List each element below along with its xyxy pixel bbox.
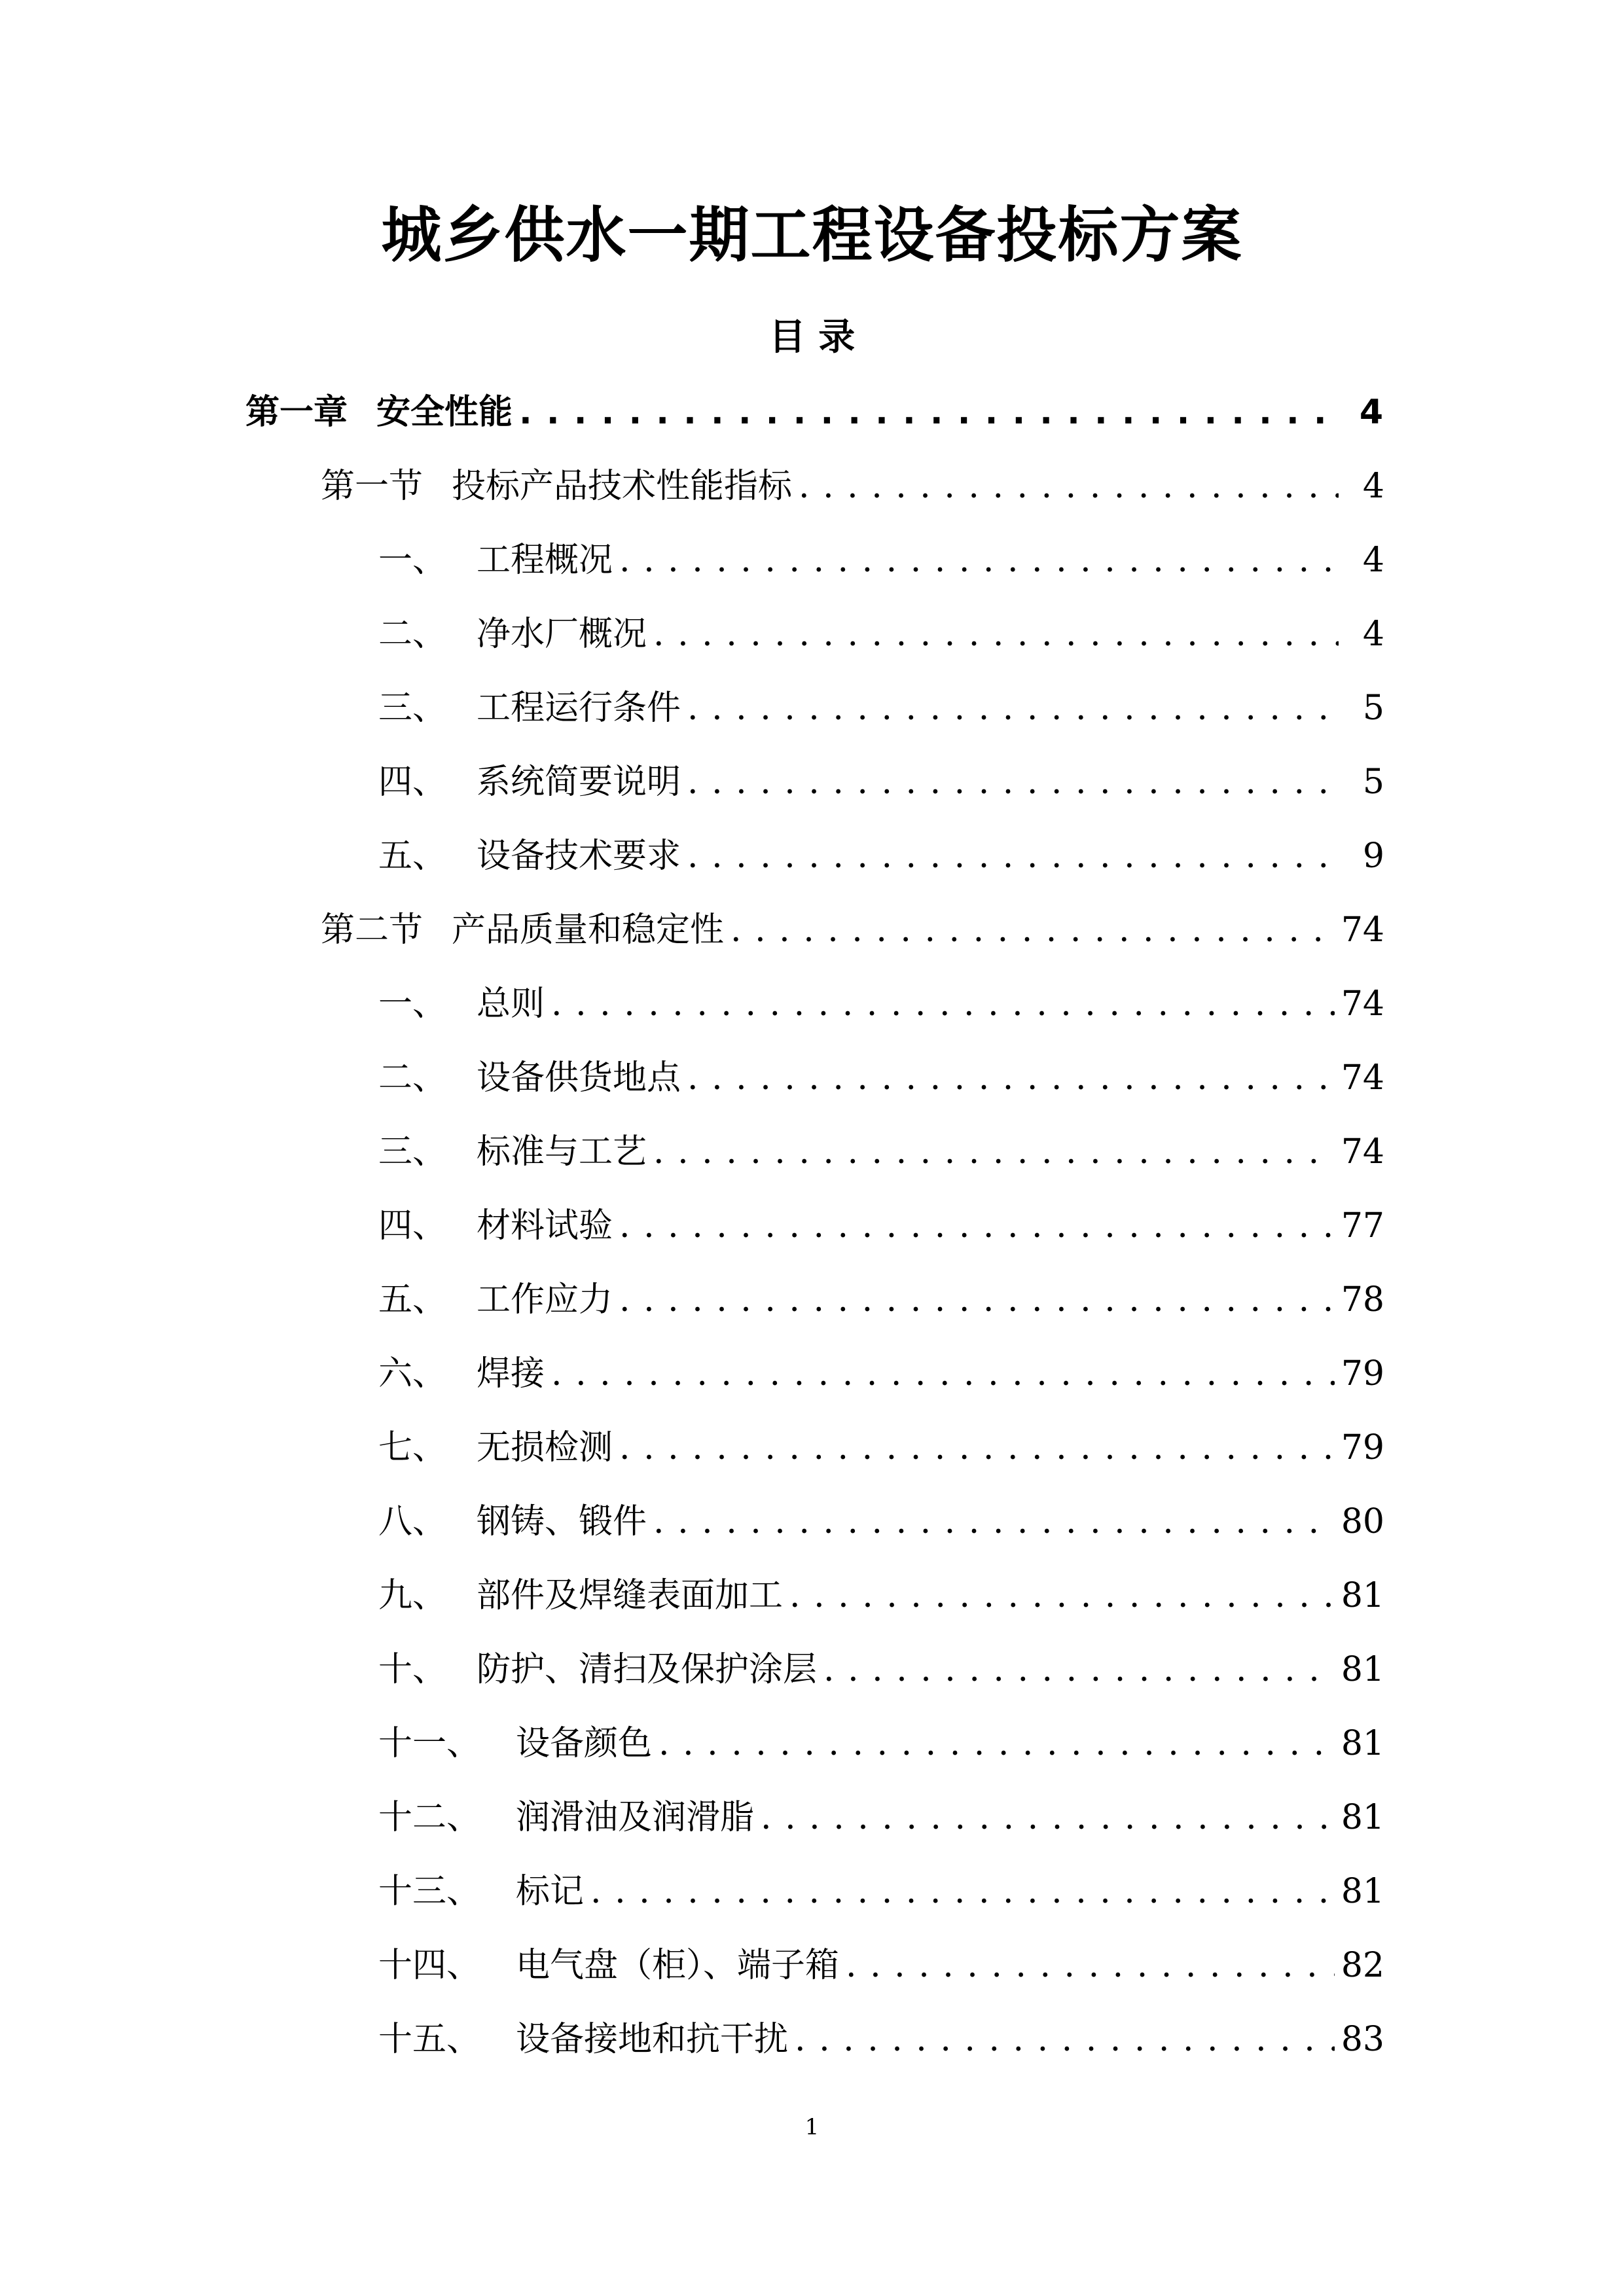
dot-leader <box>551 1348 1335 1400</box>
toc-entry-text: 设备供货地点 <box>477 1058 681 1098</box>
dot-leader <box>687 1052 1335 1104</box>
toc-entry-text: 标记 <box>516 1872 585 1911</box>
dot-leader <box>823 1643 1335 1696</box>
toc-entry-text: 总则 <box>477 984 545 1024</box>
toc-entry-number: 三、 <box>378 1132 447 1172</box>
toc-entry-text: 电气盘（柜）、端子箱 <box>516 1946 840 1985</box>
toc-entry-text: 系统简要说明 <box>477 762 681 802</box>
dot-leader <box>653 608 1339 660</box>
toc-entry-text: 工程概况 <box>477 541 613 580</box>
toc-entry-page: 77 <box>1341 1206 1384 1246</box>
toc-entry-number: 九、 <box>378 1576 447 1615</box>
toc-entry-text: 钢铸、锻件 <box>477 1502 647 1541</box>
toc-entry-page: 74 <box>1341 910 1384 950</box>
toc-entry-page: 4 <box>1362 541 1384 580</box>
toc-entry-text: 焊接 <box>477 1354 545 1393</box>
toc-entry-number: 八、 <box>378 1502 447 1541</box>
toc-entry-item[interactable] <box>378 1717 1384 1770</box>
dot-leader <box>653 1126 1335 1178</box>
toc-entry-text: 投标产品技术性能指标 <box>452 467 793 506</box>
toc-entry-item[interactable] <box>378 1865 1384 1918</box>
toc-entry-number: 十五、 <box>378 2020 481 2059</box>
toc-entry-number: 十一、 <box>378 1724 481 1763</box>
toc-entry-text: 净水厂概况 <box>477 615 647 654</box>
dot-leader <box>789 1570 1335 1622</box>
toc-entry-page: 81 <box>1341 1576 1384 1615</box>
toc-entry-page: 5 <box>1362 762 1384 802</box>
toc-entry-item[interactable] <box>378 2013 1384 2066</box>
dot-leader <box>687 756 1339 808</box>
toc-entry-number: 五、 <box>378 836 447 876</box>
toc-entry-item[interactable] <box>378 1274 1384 1326</box>
dot-leader <box>619 1422 1335 1474</box>
toc-entry-page: 79 <box>1341 1354 1384 1393</box>
dot-leader <box>659 1717 1335 1770</box>
toc-entry-item[interactable] <box>378 1348 1384 1400</box>
page-number: 1 <box>804 2114 820 2140</box>
document-title: 城乡供水一期工程设备投标方案 <box>381 200 1243 270</box>
toc-entry-number: 五、 <box>378 1280 447 1319</box>
dot-leader <box>619 534 1339 586</box>
toc-entry-section-2[interactable] <box>321 904 1384 956</box>
dot-leader <box>551 978 1335 1030</box>
toc-entry-item[interactable] <box>378 1200 1384 1252</box>
toc-entry-number: 四、 <box>378 1206 447 1246</box>
toc-entry-chapter-1[interactable] <box>245 386 1383 439</box>
dot-leader <box>846 1939 1335 1992</box>
toc-entry-number: 十四、 <box>378 1946 481 1985</box>
toc-entry-item[interactable] <box>378 830 1384 882</box>
dot-leader <box>519 386 1337 439</box>
toc-entry-page: 83 <box>1341 2020 1384 2059</box>
toc-entry-page: 82 <box>1341 1946 1384 1985</box>
toc-entry-number: 六、 <box>378 1354 447 1393</box>
toc-entry-item[interactable] <box>378 1422 1384 1474</box>
toc-entry-page: 80 <box>1341 1502 1384 1541</box>
toc-entry-number: 第一节 <box>321 467 424 506</box>
toc-entry-text: 润滑油及润滑脂 <box>516 1798 755 1837</box>
toc-entry-number: 一、 <box>378 984 447 1024</box>
toc-entry-page: 81 <box>1341 1650 1384 1689</box>
toc-entry-item[interactable] <box>378 608 1384 660</box>
toc-entry-text: 材料试验 <box>477 1206 613 1246</box>
toc-entry-page: 78 <box>1341 1280 1384 1319</box>
toc-entry-page: 4 <box>1362 615 1384 654</box>
toc-entry-page: 74 <box>1341 1132 1384 1172</box>
toc-entry-text: 安全性能 <box>376 393 513 432</box>
toc-entry-page: 4 <box>1359 393 1383 432</box>
toc-entry-number: 一、 <box>378 541 447 580</box>
toc-entry-text: 设备颜色 <box>516 1724 653 1763</box>
toc-entry-number: 十、 <box>378 1650 447 1689</box>
dot-leader <box>799 460 1339 512</box>
toc-entry-section-1[interactable] <box>321 460 1384 512</box>
toc-entry-text: 产品质量和稳定性 <box>452 910 725 950</box>
toc-entry-text: 无损检测 <box>477 1428 613 1467</box>
dot-leader <box>619 1200 1335 1252</box>
dot-leader <box>653 1496 1335 1548</box>
toc-entry-page: 81 <box>1341 1724 1384 1763</box>
toc-entry-item[interactable] <box>378 1939 1384 1992</box>
toc-entry-page: 4 <box>1362 467 1384 506</box>
toc-entry-number: 十三、 <box>378 1872 481 1911</box>
dot-leader <box>590 1865 1335 1918</box>
toc-entry-item[interactable] <box>378 1126 1384 1178</box>
toc-entry-page: 74 <box>1341 1058 1384 1098</box>
dot-leader <box>687 830 1339 882</box>
toc-entry-item[interactable] <box>378 682 1384 734</box>
dot-leader <box>731 904 1335 956</box>
dot-leader <box>795 2013 1335 2066</box>
toc-entry-number: 第一章 <box>245 393 348 432</box>
toc-entry-item[interactable] <box>378 756 1384 808</box>
toc-entry-page: 5 <box>1362 689 1384 728</box>
toc-entry-item[interactable] <box>378 1791 1384 1844</box>
toc-entry-number: 第二节 <box>321 910 424 950</box>
toc-entry-item[interactable] <box>378 1643 1384 1696</box>
toc-heading: 目 录 <box>768 316 856 359</box>
toc-entry-item[interactable] <box>378 534 1384 586</box>
dot-leader <box>761 1791 1335 1844</box>
toc-entry-text: 防护、清扫及保护涂层 <box>477 1650 818 1689</box>
toc-entry-number: 四、 <box>378 762 447 802</box>
toc-entry-text: 工程运行条件 <box>477 689 681 728</box>
toc-entry-page: 74 <box>1341 984 1384 1024</box>
toc-entry-text: 设备技术要求 <box>477 836 681 876</box>
toc-entry-number: 七、 <box>378 1428 447 1467</box>
dot-leader <box>687 682 1339 734</box>
toc-entry-page: 9 <box>1362 836 1384 876</box>
toc-entry-item[interactable] <box>378 1052 1384 1104</box>
toc-entry-item[interactable] <box>378 978 1384 1030</box>
toc-entry-number: 二、 <box>378 615 447 654</box>
toc-entry-number: 十二、 <box>378 1798 481 1837</box>
toc-entry-number: 三、 <box>378 689 447 728</box>
toc-entry-text: 工作应力 <box>477 1280 613 1319</box>
toc-entry-page: 81 <box>1341 1798 1384 1837</box>
toc-entry-text: 标准与工艺 <box>477 1132 647 1172</box>
toc-entry-page: 79 <box>1341 1428 1384 1467</box>
toc-entry-text: 部件及焊缝表面加工 <box>477 1576 784 1615</box>
toc-entry-page: 81 <box>1341 1872 1384 1911</box>
dot-leader <box>619 1274 1335 1326</box>
toc-entry-number: 二、 <box>378 1058 447 1098</box>
toc-entry-item[interactable] <box>378 1570 1384 1622</box>
toc-entry-item[interactable] <box>378 1496 1384 1548</box>
toc-entry-text: 设备接地和抗干扰 <box>516 2020 789 2059</box>
